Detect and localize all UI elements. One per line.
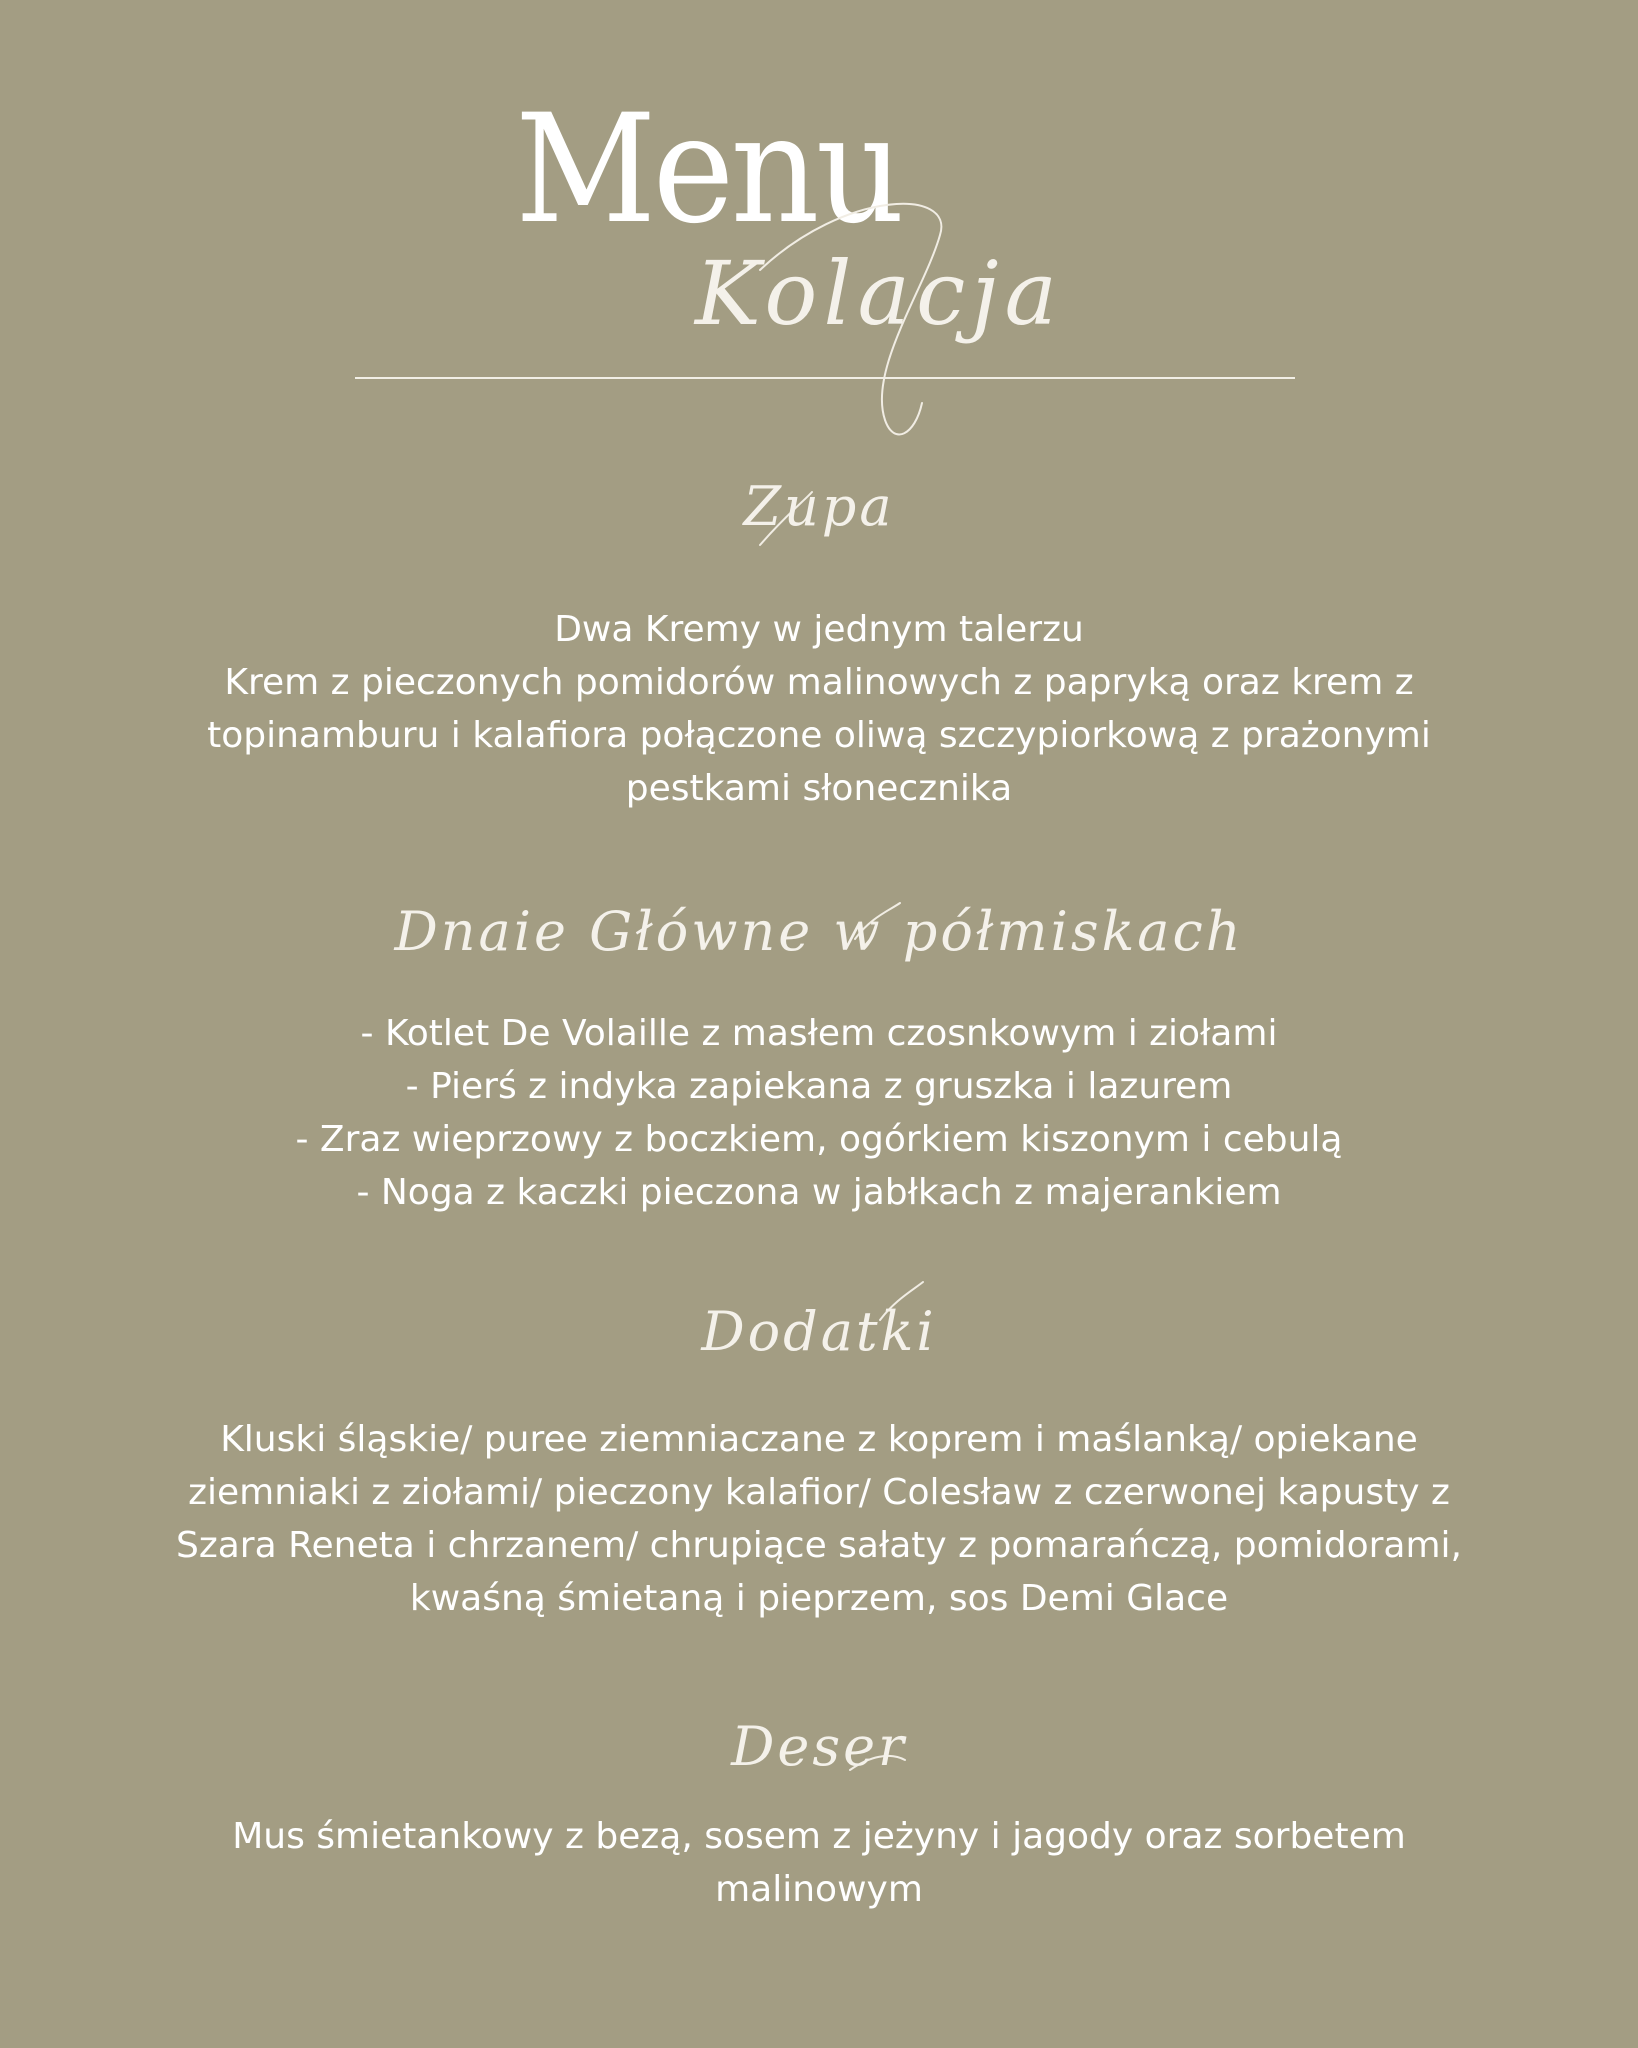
dessert-line-1: Mus śmietankowy z bezą, sosem z jeżyny i jagody oraz sorbetem xyxy=(232,1816,1406,1857)
zupa-line-3: topinamburu i kalafiora połączone oliwą szczypiorkową z prażonymi xyxy=(207,715,1431,756)
zupa-line-4: pestkami słonecznika xyxy=(625,768,1013,809)
sides-line-4: kwaśną śmietaną i pieprzem, sos Demi Glace xyxy=(409,1578,1229,1619)
zupa-description xyxy=(140,603,1498,815)
main-course-list xyxy=(140,1007,1498,1219)
header-divider xyxy=(355,377,1295,379)
sides-line-3: Szara Reneta i chrzanem/ chrupiące sałaty z pomarańczą, pomidorami, xyxy=(175,1525,1462,1566)
main-course-item: - Kotlet De Volaille z masłem czosnkowym i ziołami xyxy=(360,1013,1278,1054)
menu-subtitle: Kolacja xyxy=(695,242,1064,345)
dessert-description xyxy=(140,1810,1498,1916)
menu-title: Menu xyxy=(515,83,902,257)
sides-description xyxy=(140,1413,1498,1625)
main-course-item: - Noga z kaczki pieczona w jabłkach z majerankiem xyxy=(356,1172,1282,1213)
section-title-sides: Dodatki xyxy=(701,1300,937,1363)
sides-line-1: Kluski śląskie/ puree ziemniaczane z koprem i maślanką/ opiekane xyxy=(220,1419,1418,1460)
sides-line-2: ziemniaki z ziołami/ pieczony kalafior/ Colesław z czerwonej kapusty z xyxy=(188,1472,1450,1513)
section-title-main-course: Dnaie Główne w półmiskach xyxy=(394,900,1244,963)
section-title-zupa: Zupa xyxy=(743,475,895,538)
zupa-line-2: Krem z pieczonych pomidorów malinowych z papryką oraz krem z xyxy=(224,662,1414,703)
main-course-item: - Pierś z indyka zapiekana z gruszka i lazurem xyxy=(405,1066,1233,1107)
main-course-item: - Zraz wieprzowy z boczkiem, ogórkiem kiszonym i cebulą xyxy=(295,1119,1343,1160)
dessert-line-2: malinowym xyxy=(715,1869,923,1910)
zupa-line-1: Dwa Kremy w jednym talerzu xyxy=(554,609,1084,650)
section-title-dessert: Deser xyxy=(731,1715,907,1778)
